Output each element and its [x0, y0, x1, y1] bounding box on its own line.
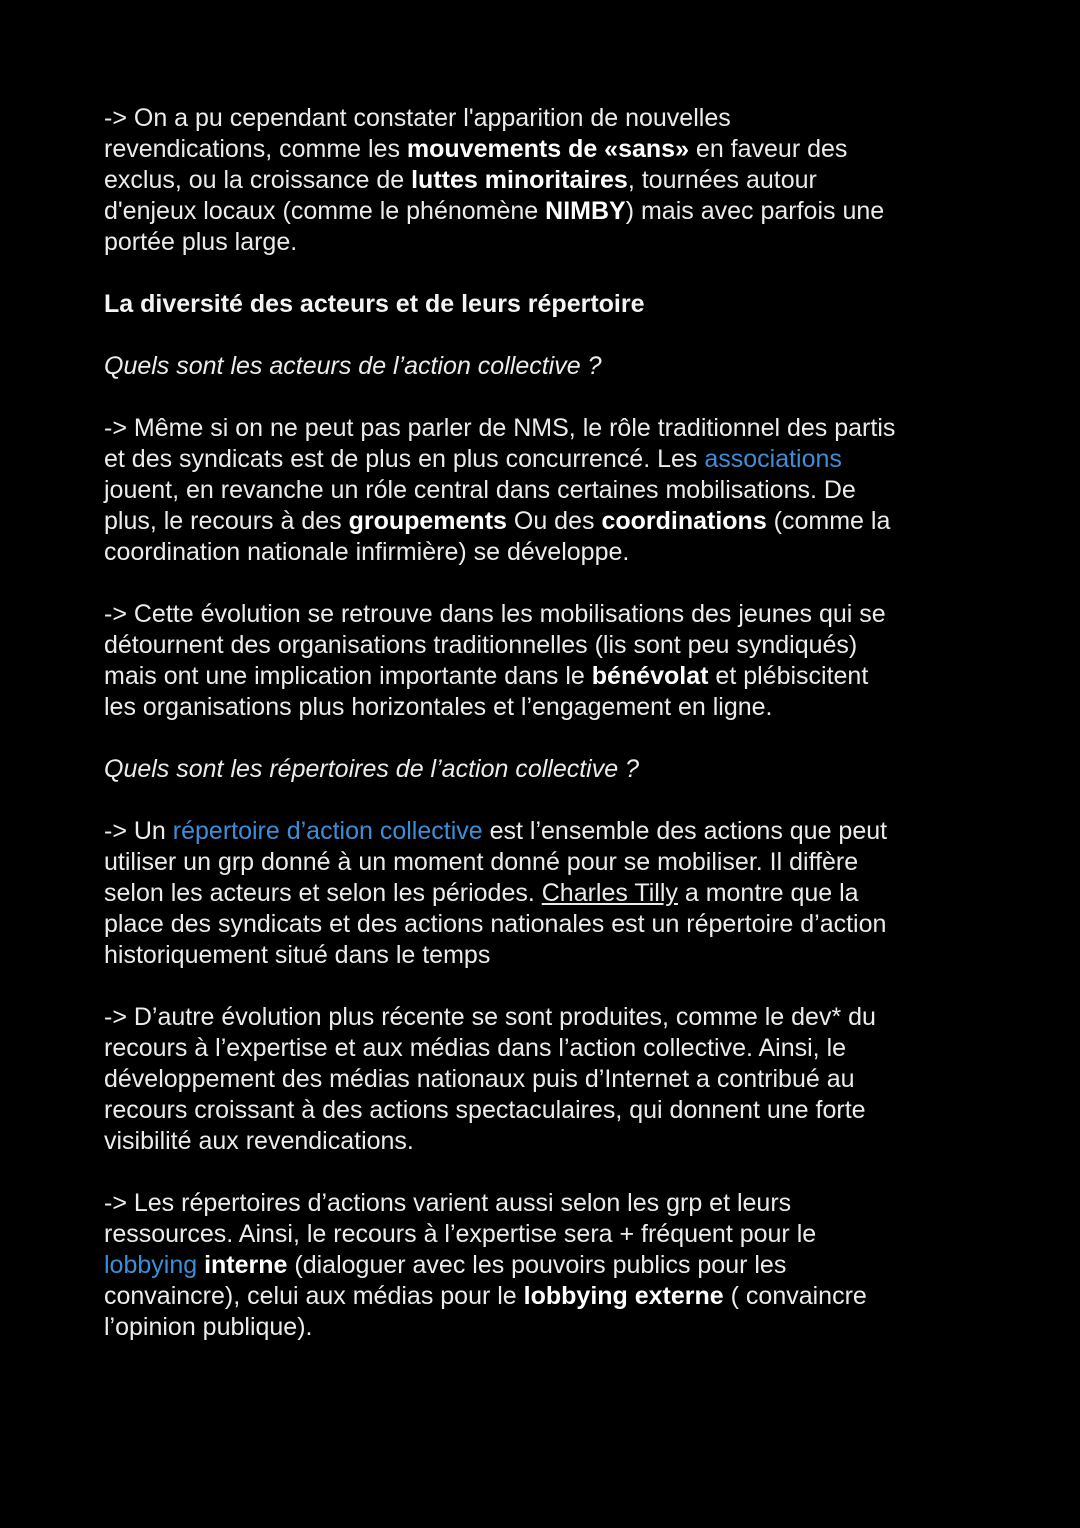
paragraph-actors: [104, 413, 1004, 568]
spacer: [104, 723, 1004, 754]
spacer: [104, 971, 1004, 1002]
text-run: en faveur des exclus, ou la croissance de: [104, 135, 848, 194]
bold-term: bénévolat: [591, 662, 709, 690]
bold-term: luttes minoritaires: [411, 166, 628, 194]
bold-term: NIMBY: [545, 197, 626, 225]
text-run: jouent, en revanche un róle central dans certaines mobilisations. De plus, le recours à des: [104, 476, 856, 535]
text-run: (comme la coordination nationale infirmière) se développe.: [104, 507, 891, 566]
link-repertoire-action-collective[interactable]: répertoire d’action collective: [172, 817, 483, 845]
text-run: ) mais avec parfois une portée plus large.: [104, 197, 885, 256]
link-lobbying[interactable]: lobbying: [104, 1251, 198, 1279]
bold-term: mouvements de «sans»: [406, 135, 689, 163]
text-run: et plébiscitent les organisations plus horizontales et l’engagement en ligne.: [104, 662, 869, 721]
question-repertoires: Quels sont les répertoires de l’action collective ?: [104, 755, 639, 783]
spacer: [104, 1157, 1004, 1188]
text-run: Ou des: [506, 507, 602, 535]
document-page: [104, 103, 1004, 1343]
text-run: (dialoguer avec les pouvoirs publics pour les convaincre), celui aux médias pour le: [104, 1251, 787, 1310]
underlined-name: Charles Tilly: [541, 879, 678, 907]
paragraph-lobbying: [104, 1188, 1004, 1343]
text-run: a montre que la place des syndicats et des actions nationales est un répertoire d’action historiquement situé dans le temps: [104, 879, 887, 969]
text-run: , tournées autour d'enjeux locaux (comme le phénomène: [104, 166, 817, 225]
paragraph-repertoire-definition: [104, 816, 1004, 971]
text-run: ( convaincre l’opinion publique).: [104, 1282, 867, 1341]
spacer: [104, 258, 1004, 289]
link-associations[interactable]: associations: [704, 445, 842, 473]
text-run: -> Même si on ne peut pas parler de NMS, le rôle traditionnel des partis et des syndicats est de plus en plus concurrencé. Les: [104, 414, 896, 473]
paragraph-youth: [104, 599, 1004, 723]
bold-term: coordinations: [601, 507, 767, 535]
spacer: [104, 382, 1004, 413]
section-heading: La diversité des acteurs et de leurs répertoire: [104, 290, 645, 318]
text-run: -> Les répertoires d’actions varient aussi selon les grp et leurs ressources. Ainsi, le recours à l’expertise sera + fréquent pour le: [104, 1189, 817, 1248]
bold-term: interne: [204, 1251, 288, 1279]
text-run: -> Un: [104, 817, 173, 845]
spacer: [104, 785, 1004, 816]
bold-term: groupements: [348, 507, 507, 535]
text-run: est l’ensemble des actions que peut utiliser un grp donné à un moment donné pour se mobiliser. Il diffère selon les acteurs et selon les périodes.: [104, 817, 888, 907]
text-run: -> On a pu cependant constater l'apparition de nouvelles revendications, comme les: [104, 104, 731, 163]
spacer: [104, 568, 1004, 599]
bold-term: lobbying externe: [523, 1282, 724, 1310]
spacer: [104, 320, 1004, 351]
text-run: -> Cette évolution se retrouve dans les mobilisations des jeunes qui se détournent des organisations traditionnelles (lis sont peu syndiqués) mais ont une implication importante dans le: [104, 600, 886, 690]
paragraph-new-claims: [104, 103, 1004, 258]
paragraph-media-expertise: -> D’autre évolution plus récente se sont produites, comme le dev* du recours à l’expertise et aux médias dans l’action collective. Ainsi, le développement des médias nationaux puis d’Internet a contribué au recours croissant à des actions spectaculaires, qui donnent une forte visibilité aux revendications.: [104, 1003, 876, 1155]
question-actors: Quels sont les acteurs de l’action collective ?: [104, 352, 602, 380]
